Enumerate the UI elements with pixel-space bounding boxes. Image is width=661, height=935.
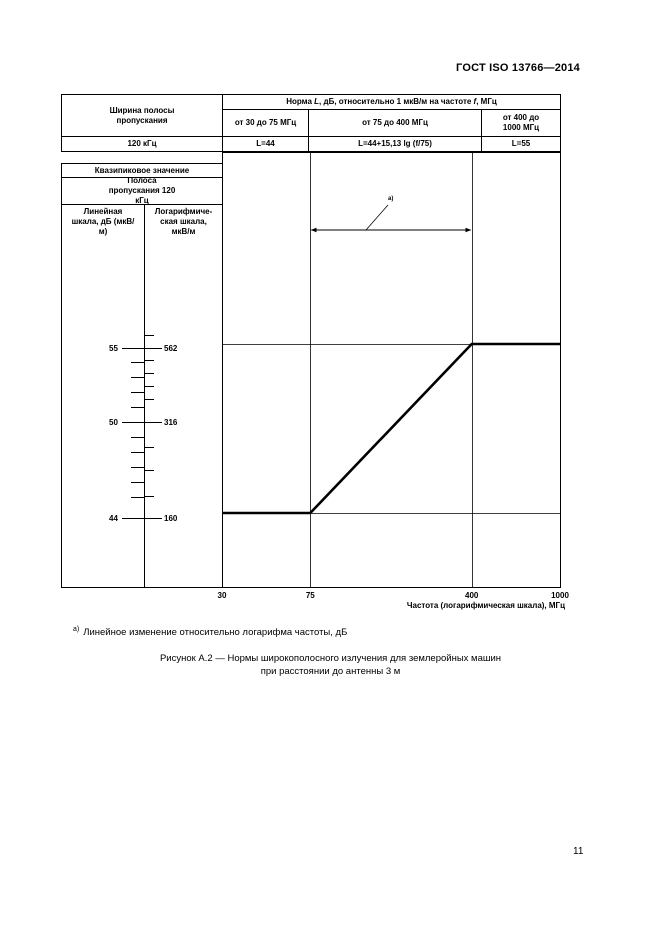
chart-x-ticks (218, 591, 570, 600)
log-tick-562: 562 (164, 344, 178, 353)
figure-caption (0, 652, 661, 678)
page-number: 11 (573, 846, 584, 857)
footnote-marker: а) (73, 626, 80, 633)
chart-series (222, 344, 560, 513)
chart-grid (222, 152, 560, 587)
x-tick-label-30: 30 (217, 591, 227, 600)
footnote (73, 626, 347, 638)
linear-scale-label: Линейная шкала, дБ (мкВ/м) (71, 207, 135, 236)
quasi-peak-label: Квазипиковое значение (94, 165, 190, 175)
annotation-leader (366, 205, 388, 230)
norm-header: Норма L , дБ, относительно 1 мкВ/м на частоте f , МГц (286, 97, 497, 106)
log-scale-label: Логарифмиче-ская шкала, мкВ/м (154, 207, 213, 236)
range-400-1000: от 400 до 1000 МГц (502, 113, 540, 132)
limit-2: L=44+15,13 lg (f/75) (358, 139, 432, 148)
x-tick-label-400: 400 (465, 591, 479, 600)
bandwidth-value: 120 кГц (127, 139, 157, 148)
annotation-label: а) (388, 196, 394, 202)
limit-1: L=44 (256, 139, 275, 148)
range-75-400: от 75 до 400 МГц (362, 118, 428, 127)
bandwidth-header: Ширина полосы пропускания (109, 105, 175, 125)
linear-tick-55: 55 (109, 344, 118, 353)
linear-tick-44: 44 (109, 514, 118, 523)
standard-header: ГОСТ ISO 13766—2014 (456, 62, 580, 74)
x-tick-label-1000: 1000 (551, 591, 569, 600)
limit-3: L=55 (511, 139, 531, 148)
linear-tick-50: 50 (109, 418, 118, 427)
chart-annotation (311, 196, 470, 230)
series-line-0 (222, 344, 560, 513)
footnote-text: Линейное изменение относительно логарифма частоты, дБ (83, 627, 348, 639)
x-axis-label: Частота (логарифмическая шкала), МГц (406, 601, 565, 610)
range-30-75: от 30 до 75 МГц (234, 118, 297, 127)
log-tick-160: 160 (164, 514, 178, 523)
caption-line-1: Рисунок А.2 — Нормы широкополосного излучения для землеройных машин (159, 653, 502, 664)
x-tick-label-75: 75 (305, 591, 315, 600)
log-tick-316: 316 (164, 418, 178, 427)
plot-border (223, 153, 561, 588)
caption-line-2: при расстоянии до антенны 3 м (260, 666, 401, 677)
passband-label: Полоса пропускания 120 кГц (108, 176, 176, 205)
